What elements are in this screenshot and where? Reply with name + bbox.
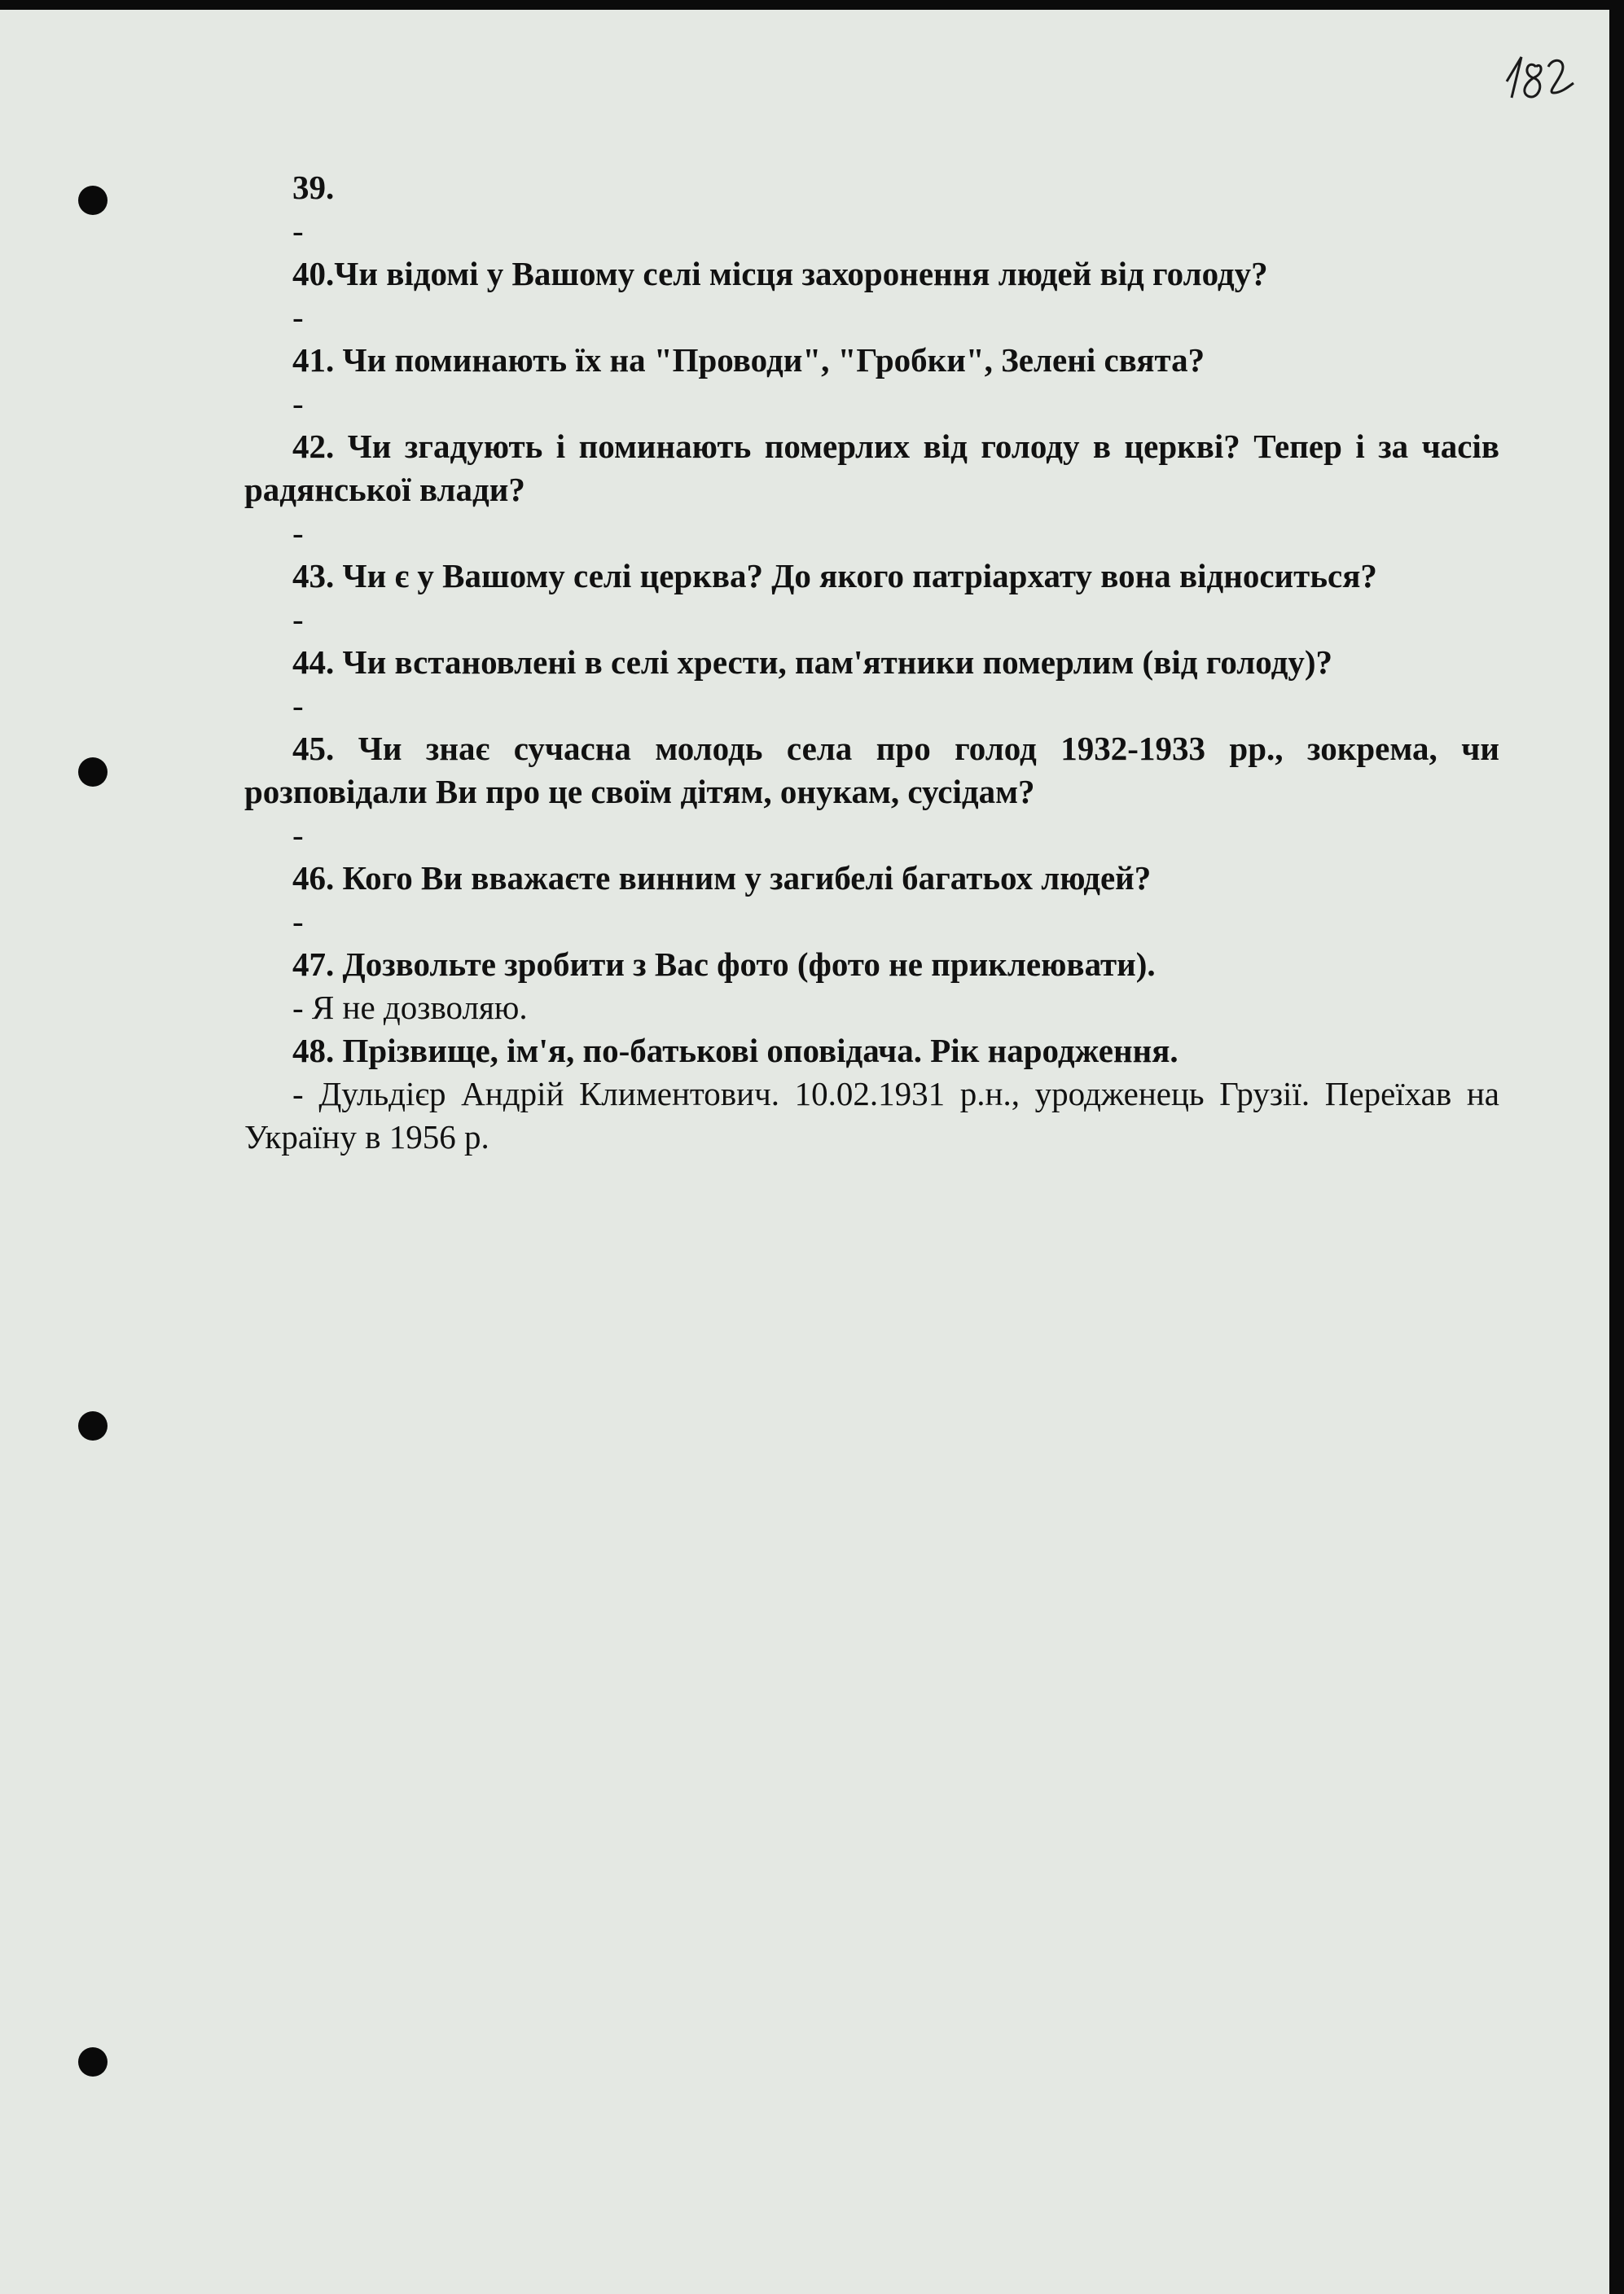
question-48: 48. Прізвище, ім'я, по-батькові оповідача. Рік народження. - Дульдієр Андрій Климентович. 10.02.1931 р.н., уродженець Грузії. Переїхав на Україну в 1956 р. [244, 1032, 1499, 1156]
punch-hole [78, 2047, 108, 2077]
punch-hole [78, 1411, 108, 1441]
question-42: 42. Чи згадують і поминають померлих від голоду в церкві? Тепер і за часів радянської влади? - [244, 428, 1499, 551]
punch-hole [78, 186, 108, 215]
handwritten-page-number [1503, 50, 1577, 107]
question-40: 40.Чи відомі у Вашому селі місця захоронення людей від голоду? - [292, 255, 1268, 336]
questionnaire-text [244, 166, 1499, 1159]
question-41: 41. Чи поминають їх на "Проводи", "Гробки", Зелені свята? - [292, 341, 1205, 422]
question-39: 39. - [292, 169, 335, 249]
question-46: 46. Кого Ви вважаєте винним у загибелі багатьох людей? - [292, 859, 1152, 940]
document-page [0, 10, 1609, 2294]
question-47: 47. Дозвольте зробити з Вас фото (фото не приклеювати). - Я не дозволяю. [292, 945, 1156, 1026]
question-45: 45. Чи знає сучасна молодь села про голод 1932-1933 рр., зокрема, чи розповідали Ви про це своїм дітям, онукам, сусідам? - [244, 730, 1499, 853]
punch-hole [78, 757, 108, 787]
question-44: 44. Чи встановлені в селі хрести, пам'ятники померлим (від голоду)? - [292, 643, 1333, 724]
question-43: 43. Чи є у Вашому селі церква? До якого патріархату вона відноситься? - [292, 557, 1377, 638]
